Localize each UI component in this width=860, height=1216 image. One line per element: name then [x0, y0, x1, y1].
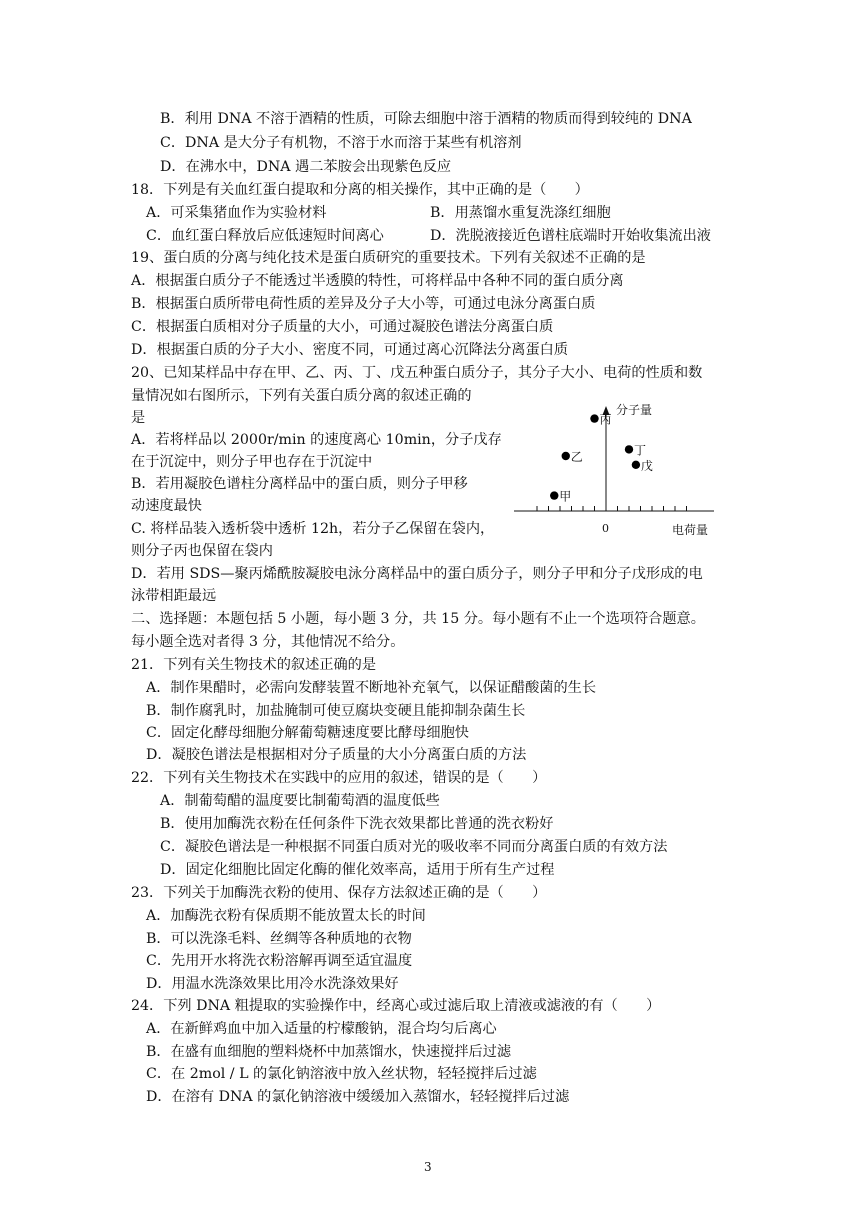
- q24-option-d: D．在溶有 DNA 的氯化钠溶液中缓缓加入蒸馏水，轻轻搅拌后过滤: [146, 1089, 570, 1105]
- protein-point-dot: [562, 452, 570, 460]
- q17-option-b: B．利用 DNA 不溶于酒精的性质，可除去细胞中溶于酒精的物质而得到较纯的 DNA: [160, 111, 692, 127]
- origin-label: 0: [602, 522, 609, 535]
- q18-option-b: B．用蒸馏水重复洗涤红细胞: [430, 205, 611, 221]
- q22-option-d: D．固定化细胞比固定化酶的催化效率高，适用于所有生产过程: [160, 862, 555, 878]
- q20-option-c-line1: C. 将样品装入透析袋中透析 12h，若分子乙保留在袋内，: [131, 521, 495, 537]
- q21-option-b: B．制作腐乳时，加盐腌制可使豆腐块变硬且能抑制杂菌生长: [146, 703, 526, 719]
- protein-point-dot: [590, 414, 598, 422]
- x-axis-label: 电荷量: [672, 523, 709, 537]
- protein-scatter-chart: [512, 400, 744, 542]
- y-axis-label: 分子量: [616, 403, 653, 417]
- q22-option-a: A．制葡萄醋的温度要比制葡萄酒的温度低些: [160, 793, 440, 809]
- q23-option-b: B．可以洗涤毛料、丝绸等各种质地的衣物: [146, 931, 412, 947]
- q24-option-b: B．在盛有血细胞的塑料烧杯中加蒸馏水，快速搅拌后过滤: [146, 1044, 512, 1060]
- q20-option-d-line2: 泳带相距最远: [131, 588, 217, 604]
- q21-option-d: D．凝胶色谱法是根据相对分子质量的大小分离蛋白质的方法: [146, 747, 527, 763]
- q20-option-d-line1: D．若用 SDS—聚丙烯酰胺凝胶电泳分离样品中的蛋白质分子，则分子甲和分子戊形成的电: [131, 566, 703, 582]
- protein-point-label: 戊: [640, 458, 653, 473]
- q20-stem-line3: 是: [131, 410, 146, 426]
- q24-option-a: A．在新鲜鸡血中加入适量的柠檬酸钠，混合均匀后离心: [146, 1021, 497, 1037]
- q20-option-b-line2: 动速度最快: [131, 498, 202, 514]
- q21-option-a: A．制作果醋时，必需向发酵装置不断地补充氧气，以保证醋酸菌的生长: [146, 680, 597, 696]
- q24-option-c: C．在 2mol / L 的氯化钠溶液中放入丝状物，轻轻搅拌后过滤: [146, 1066, 537, 1082]
- q22-option-c: C．凝胶色谱法是一种根据不同蛋白质对光的吸收率不同而分离蛋白质的有效方法: [160, 839, 668, 855]
- protein-point-label: 甲: [559, 489, 572, 504]
- q22-option-b: B．使用加酶洗衣粉在任何条件下洗衣效果都比普通的洗衣粉好: [160, 816, 554, 832]
- q20-option-a-line1: A．若将样品以 2000r/min 的速度离心 10min，分子戊存: [131, 432, 502, 448]
- q21-option-c: C．固定化酵母细胞分解葡萄糖速度要比酵母细胞快: [146, 725, 469, 741]
- q23-stem: 23．下列关于加酶洗衣粉的使用、保存方法叙述正确的是（ ）: [131, 885, 547, 901]
- q19-option-a: A．根据蛋白质分子不能透过半透膜的特性，可将样品中各种不同的蛋白质分离: [131, 273, 624, 289]
- protein-point-label: 丙: [599, 412, 612, 427]
- section2-header-line2: 每小题全选对者得 3 分，其他情况不给分。: [131, 634, 405, 650]
- chart-axes: [514, 402, 714, 537]
- q18-option-a: A．可采集猪血作为实验材料: [146, 205, 327, 221]
- chart-points: [550, 413, 653, 504]
- q22-stem: 22．下列有关生物技术在实践中的应用的叙述，错误的是（ ）: [131, 770, 547, 786]
- q18-stem: 18．下列是有关血红蛋白提取和分离的相关操作，其中正确的是（ ）: [131, 182, 589, 198]
- q19-stem: 19、蛋白质的分离与纯化技术是蛋白质研究的重要技术。下列有关叙述不正确的是: [131, 250, 646, 266]
- protein-point-dot: [625, 445, 633, 453]
- protein-point-dot: [550, 491, 558, 499]
- page-number: 3: [424, 1160, 432, 1174]
- q24-stem: 24．下列 DNA 粗提取的实验操作中，经离心或过滤后取上清液或滤液的有（ ）: [131, 998, 661, 1014]
- q17-option-c: C．DNA 是大分子有机物，不溶于水而溶于某些有机溶剂: [160, 135, 522, 151]
- section2-header-line1: 二、选择题：本题包括 5 小题，每小题 3 分，共 15 分。每小题有不止一个选项符合题意。: [131, 611, 705, 627]
- q23-option-a: A．加酶洗衣粉有保质期不能放置太长的时间: [146, 908, 426, 924]
- q23-option-d: D．用温水洗涤效果比用冷水洗涤效果好: [146, 976, 399, 992]
- q18-option-c: C．血红蛋白释放后应低速短时间离心: [146, 228, 384, 244]
- q20-option-c-line2: 则分子丙也保留在袋内: [131, 543, 273, 559]
- q17-option-d: D．在沸水中，DNA 遇二苯胺会出现紫色反应: [160, 159, 452, 175]
- q20-stem-line2: 量情况如右图所示，下列有关蛋白质分离的叙述正确的: [131, 388, 472, 404]
- q20-option-a-line2: 在于沉淀中，则分子甲也存在于沉淀中: [131, 454, 373, 470]
- protein-point-label: 丁: [634, 443, 647, 458]
- q23-option-c: C．先用开水将洗衣粉溶解再调至适宜温度: [146, 953, 413, 969]
- q19-option-d: D．根据蛋白质的分子大小、密度不同，可通过离心沉降法分离蛋白质: [131, 342, 569, 358]
- q19-option-b: B．根据蛋白质所带电荷性质的差异及分子大小等，可通过电泳分离蛋白质: [131, 296, 596, 312]
- q19-option-c: C．根据蛋白质相对分子质量的大小，可通过凝胶色谱法分离蛋白质: [131, 319, 554, 335]
- q20-option-b-line1: B．若用凝胶色谱柱分离样品中的蛋白质，则分子甲移: [131, 476, 468, 492]
- protein-point-dot: [632, 461, 640, 469]
- q21-stem: 21．下列有关生物技术的叙述正确的是: [131, 657, 377, 673]
- q20-stem-line1: 20、已知某样品中存在甲、乙、丙、丁、戊五种蛋白质分子，其分子大小、电荷的性质和数: [131, 365, 703, 381]
- q18-option-d: D．洗脱液接近色谱柱底端时开始收集流出液: [430, 228, 711, 244]
- protein-point-label: 乙: [570, 450, 583, 464]
